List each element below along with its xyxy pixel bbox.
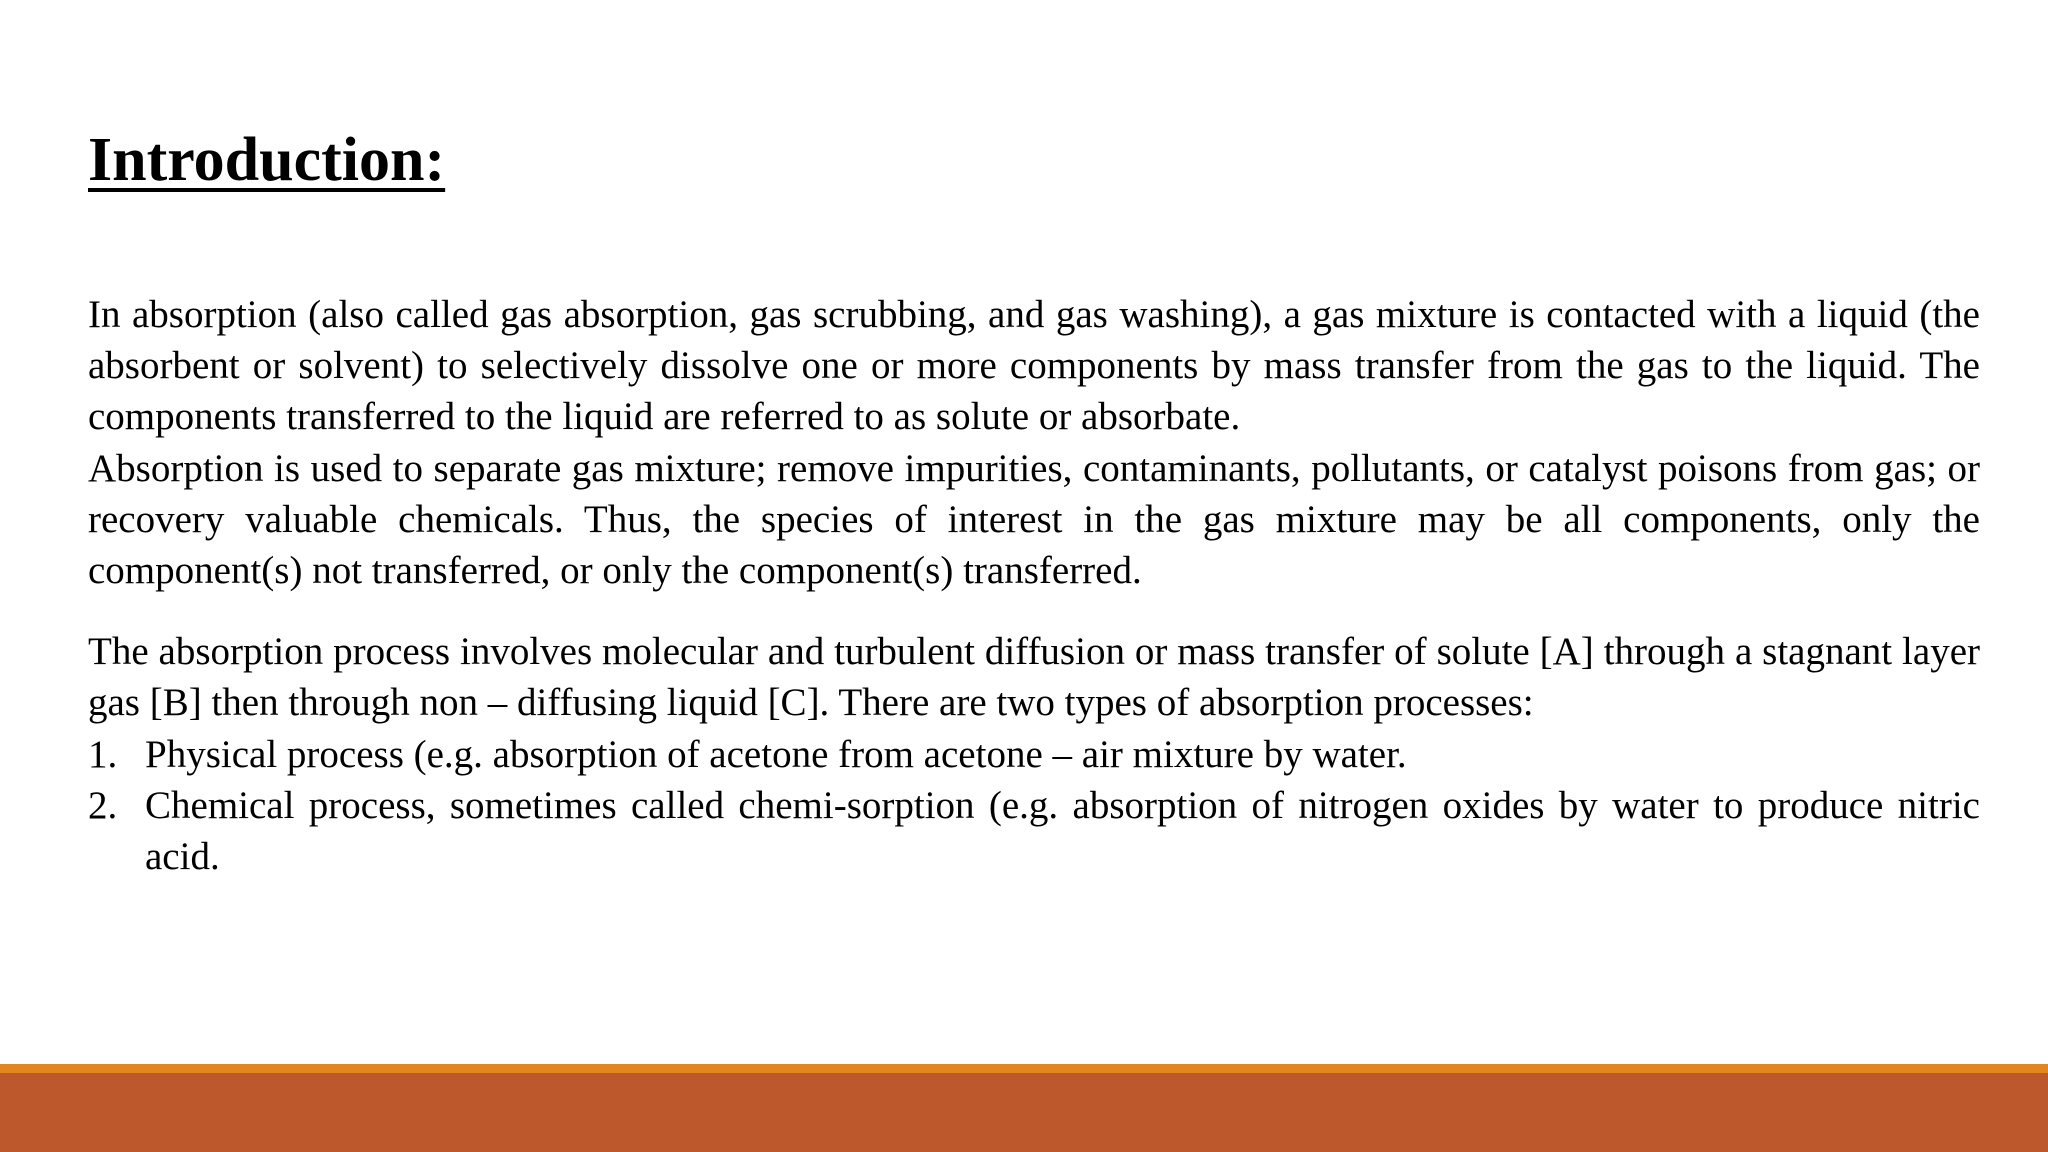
paragraph-process: The absorption process involves molecular and turbulent diffusion or mass transfer of solute [A] through a stagnant layer gas [B] then through non – diffusing liquid [C]. There are two types of absorption processes: [88, 630, 1980, 725]
paragraph-definition: In absorption (also called gas absorption, gas scrubbing, and gas washing), a gas mixture is contacted with a liquid (the absorbent or solvent) to selectively dissolve one or more components by mass transfer from the gas to the liquid. The components transferred to the liquid are referred to as solute or absorbate. [88, 293, 1980, 439]
list-item [88, 729, 1980, 780]
process-types-list [88, 729, 1980, 883]
list-item [88, 780, 1980, 882]
slide-body [88, 289, 1980, 882]
footer-accent-stripe [0, 1064, 2048, 1073]
list-item-text: Chemical process, sometimes called chemi-sorption (e.g. absorption of nitrogen oxides by water to produce nitric acid. [145, 783, 1980, 879]
slide-title: Introduction: [88, 126, 446, 194]
paragraph-uses: Absorption is used to separate gas mixture; remove impurities, contaminants, pollutants, or catalyst poisons from gas; or recovery valuable chemicals. Thus, the species of interest in the gas mixture may be all components, only the component(s) not transferred, or only the component(s) transferred. [88, 446, 1980, 593]
list-item-number: 2. [88, 783, 118, 827]
list-item-number: 1. [88, 732, 118, 776]
list-item-text: Physical process (e.g. absorption of acetone from acetone – air mixture by water. [145, 732, 1407, 776]
footer-band [0, 1073, 2048, 1152]
